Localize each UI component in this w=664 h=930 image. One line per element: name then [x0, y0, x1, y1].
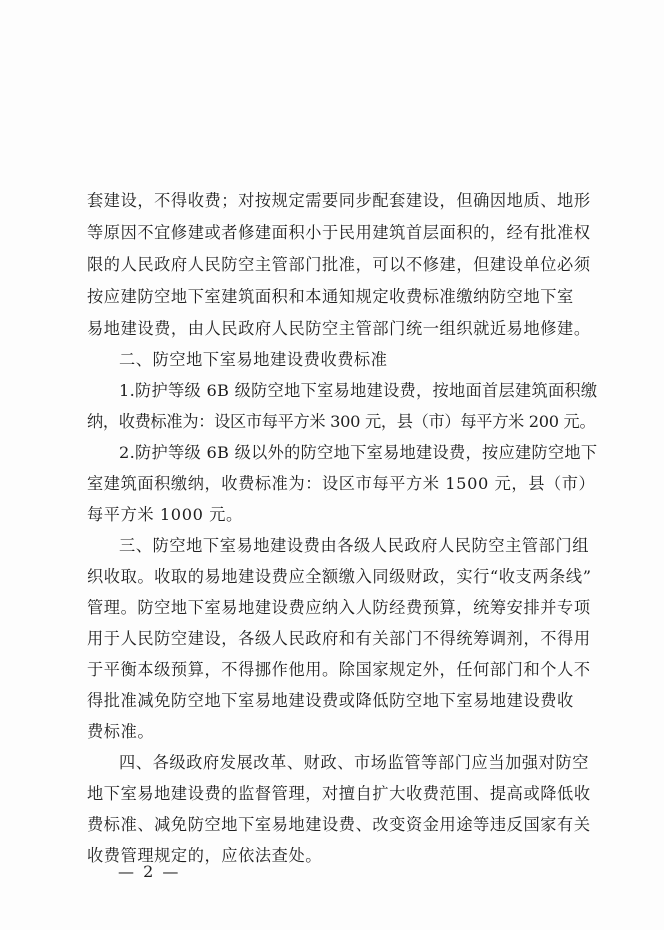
body-text-line: 纳，收费标准为：设区市每平方米 300 元，县（市）每平方米 200 元。 — [87, 412, 596, 431]
body-text-line: 套建设，不得收费；对按规定需要同步配套建设，但确因地质、地形 — [87, 191, 591, 210]
body-text-line: 用于人民防空建设，各级人民政府和有关部门不得统筹调剂，不得用 — [87, 629, 591, 648]
body-text-line: 三、防空地下室易地建设费由各级人民政府人民防空主管部门组 — [119, 536, 590, 555]
page-number: — 2 — — [118, 862, 181, 881]
body-text-line: 地下室易地建设费的监督管理，对擅自扩大收费范围、提高或降低收 — [87, 784, 591, 803]
body-text-line: 于平衡本级预算，不得挪作他用。除国家规定外，任何部门和个人不 — [87, 660, 591, 679]
body-text-line: 织收取。收取的易地建设费应全额缴入同级财政，实行“收支两条线” — [87, 567, 592, 586]
body-text-line: 2.防护等级 6B 级以外的防空地下室易地建设费，按应建防空地下 — [119, 443, 598, 462]
body-text-line: 管理。防空地下室易地建设费应纳入人防经费预算，统筹安排并专项 — [87, 598, 591, 617]
body-text-line: 收费管理规定的，应依法查处。 — [87, 846, 323, 865]
body-text-line: 1.防护等级 6B 级防空地下室易地建设费，按地面首层建筑面积缴 — [119, 381, 598, 400]
body-text-line: 每平方米 1000 元。 — [87, 505, 243, 524]
body-text-line: 费标准。 — [87, 722, 155, 741]
body-text-line: 得批准减免防空地下室易地建设费或降低防空地下室易地建设费收 — [87, 691, 574, 710]
body-text-line: 易地建设费，由人民政府人民防空主管部门统一组织就近易地修建。 — [87, 319, 591, 338]
body-text-line: 室建筑面积缴纳，收费标准为：设区市每平方米 1500 元，县（市） — [87, 474, 596, 493]
section-heading: 二、防空地下室易地建设费收费标准 — [119, 350, 388, 369]
body-text-line: 等原因不宜修建或者修建面积小于民用建筑首层面积的，经有批准权 — [87, 223, 591, 242]
body-text-line: 按应建防空地下室建筑面积和本通知规定收费标准缴纳防空地下室 — [87, 287, 574, 306]
body-text-line: 限的人民政府人民防空主管部门批准，可以不修建，但建设单位必须 — [87, 255, 591, 274]
body-text-line: 四、各级政府发展改革、财政、市场监管等部门应当加强对防空 — [119, 753, 590, 772]
body-text-line: 费标准、减免防空地下室易地建设费、改变资金用途等违反国家有关 — [87, 815, 591, 834]
